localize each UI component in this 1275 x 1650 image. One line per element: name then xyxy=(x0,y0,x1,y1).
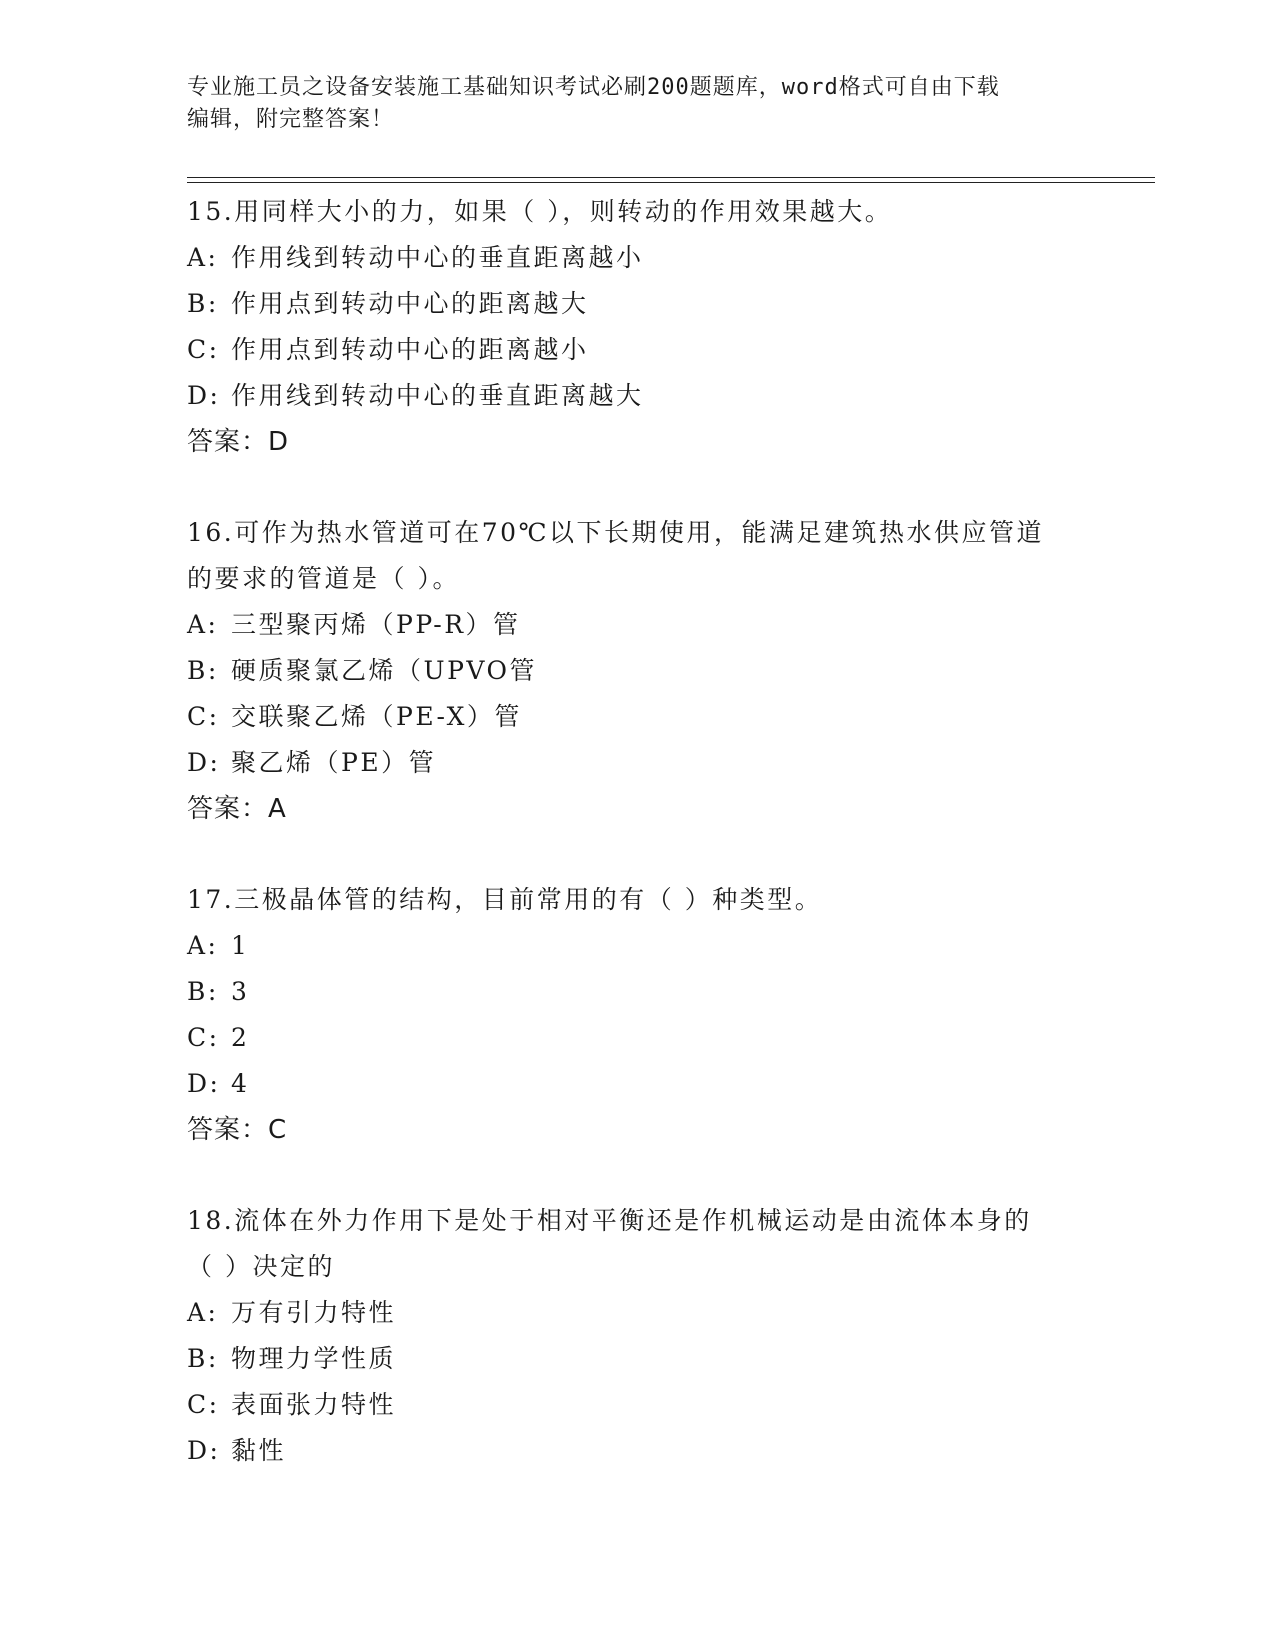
option-text: 三型聚丙烯（PP-R）管 xyxy=(231,610,521,639)
question-stem: 15.用同样大小的力，如果（ ），则转动的作用效果越大。 xyxy=(187,197,893,226)
option-c xyxy=(187,327,1107,373)
option-b xyxy=(187,969,1107,1015)
header-divider-top xyxy=(187,177,1155,178)
option-letter: A: xyxy=(187,610,219,639)
option-letter: D: xyxy=(187,1069,221,1098)
option-text: 1 xyxy=(231,931,250,960)
answer-line: 答案：C xyxy=(187,1115,288,1145)
question-stem: 17.三极晶体管的结构，目前常用的有（ ）种类型。 xyxy=(187,885,823,914)
option-letter: D: xyxy=(187,381,221,410)
option-b xyxy=(187,281,1107,327)
option-text: 作用点到转动中心的距离越大 xyxy=(231,289,589,318)
option-letter: A: xyxy=(187,1298,219,1327)
option-text: 交联聚乙烯（PE-X）管 xyxy=(231,702,522,731)
option-c xyxy=(187,1015,1107,1061)
option-d xyxy=(187,1061,1107,1107)
question-16 xyxy=(187,510,1107,832)
option-text: 表面张力特性 xyxy=(231,1390,397,1419)
answer-line: 答案：D xyxy=(187,427,290,457)
option-text: 3 xyxy=(231,977,250,1006)
option-b xyxy=(187,648,1107,694)
question-stem-line-2: 的要求的管道是（ ）。 xyxy=(187,564,460,593)
option-text: 4 xyxy=(231,1069,250,1098)
option-c xyxy=(187,694,1107,740)
option-text: 物理力学性质 xyxy=(231,1344,397,1373)
option-text: 作用点到转动中心的距离越小 xyxy=(231,335,589,364)
question-list xyxy=(187,189,1107,1474)
option-letter: B: xyxy=(187,977,219,1006)
question-stem-line-1: 16.可作为热水管道可在70℃以下长期使用，能满足建筑热水供应管道 xyxy=(187,518,1045,547)
option-d xyxy=(187,373,1107,419)
option-letter: B: xyxy=(187,1344,219,1373)
question-stem-line-1: 18.流体在外力作用下是处于相对平衡还是作机械运动是由流体本身的 xyxy=(187,1206,1032,1235)
option-text: 作用线到转动中心的垂直距离越大 xyxy=(231,381,644,410)
option-letter: C: xyxy=(187,702,220,731)
question-18 xyxy=(187,1198,1107,1474)
option-letter: D: xyxy=(187,748,221,777)
option-a xyxy=(187,235,1107,281)
question-stem-line-2: （ ）决定的 xyxy=(187,1252,335,1281)
header-divider-bottom xyxy=(187,182,1155,183)
option-letter: C: xyxy=(187,335,220,364)
option-d xyxy=(187,740,1107,786)
option-a xyxy=(187,602,1107,648)
document-header xyxy=(187,72,1087,136)
option-a xyxy=(187,923,1107,969)
option-c xyxy=(187,1382,1107,1428)
question-17 xyxy=(187,877,1107,1153)
answer-line: 答案：A xyxy=(187,794,287,824)
option-letter: B: xyxy=(187,656,219,685)
option-letter: C: xyxy=(187,1390,220,1419)
option-letter: B: xyxy=(187,289,219,318)
option-d xyxy=(187,1428,1107,1474)
option-letter: C: xyxy=(187,1023,220,1052)
question-15 xyxy=(187,189,1107,465)
option-letter: D: xyxy=(187,1436,221,1465)
option-letter: A: xyxy=(187,243,219,272)
header-title-line-1: 专业施工员之设备安装施工基础知识考试必刷200题题库，word格式可自由下载 xyxy=(187,75,1000,100)
option-text: 作用线到转动中心的垂直距离越小 xyxy=(231,243,644,272)
option-text: 聚乙烯（PE）管 xyxy=(231,748,437,777)
option-letter: A: xyxy=(187,931,219,960)
option-b xyxy=(187,1336,1107,1382)
option-text: 2 xyxy=(231,1023,250,1052)
option-text: 黏性 xyxy=(231,1436,287,1465)
header-title-line-2: 编辑，附完整答案！ xyxy=(187,107,395,132)
option-text: 万有引力特性 xyxy=(231,1298,397,1327)
option-a xyxy=(187,1290,1107,1336)
option-text: 硬质聚氯乙烯（UPVO管 xyxy=(231,656,538,685)
